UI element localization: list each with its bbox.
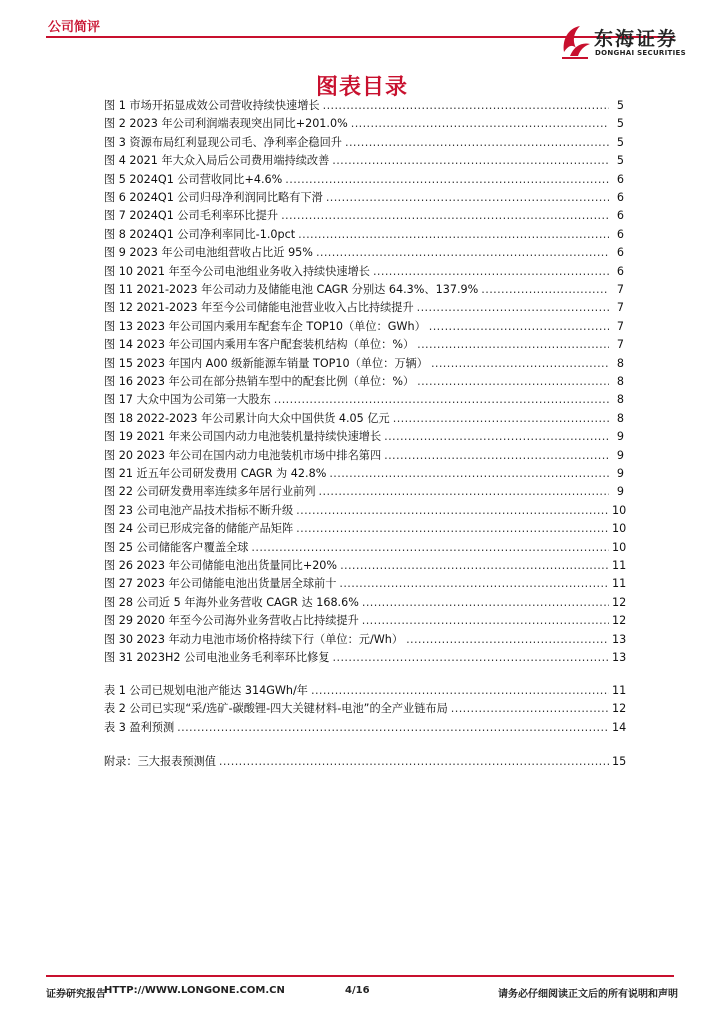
toc-entry-leader [316,245,609,260]
toc-entry[interactable] [104,135,624,150]
toc-entry-label: 表 3 盈利预测 [104,720,175,734]
toc-entry-label: 图 3 资源布局红利显现公司毛、净利率企稳回升 [104,135,342,149]
toc-entry-leader [373,264,609,279]
toc-entry-label: 图 18 2022-2023 年公司累计向大众中国供货 4.05 亿元 [104,411,390,425]
toc-entry-leader [362,595,609,610]
toc-entry-page: 12 [612,614,627,628]
toc-entry-label: 图 1 市场开拓显成效公司营收持续快速增长 [104,99,320,112]
toc-entry[interactable] [104,98,624,113]
toc-entry-label: 图 25 公司储能客户覆盖全球 [104,540,249,554]
toc-entry-page: 7 [616,319,624,333]
toc-entry-page: 9 [616,448,624,462]
toc-entry-page: 7 [616,283,624,296]
toc-entry-page: 12 [612,702,627,716]
toc-entry-label: 附录：三大报表预测值 [104,755,216,768]
toc-entry[interactable] [104,448,624,463]
toc-entry-label: 图 24 公司已形成完备的储能产品矩阵 [104,522,294,536]
toc-entry-leader [406,632,609,647]
toc-entry-page: 9 [616,467,624,480]
toc-entry-label: 图 8 2024Q1 公司净利率同比-1.0pct [104,227,296,241]
toc-entry[interactable] [104,683,627,698]
toc-entry-label: 图 13 2023 年公司国内乘用车配套车企 TOP10（单位：GWh） [104,319,426,333]
toc-entry-label: 图 16 2023 年公司在部分热销车型中的配套比例（单位：%） [104,375,415,388]
toc-entry-label: 图 28 公司近 5 年海外业务营收 CAGR 达 168.6% [104,595,359,609]
toc-entry-label: 表 2 公司已实现“采/选矿-碳酸锂-四大关键材料-电池”的全产业链布局 [104,702,448,716]
toc-entry[interactable] [104,282,624,297]
toc-entry-page: 5 [616,99,624,112]
toc-entry[interactable] [104,429,624,444]
toc-entry[interactable] [104,264,624,279]
toc-entry[interactable] [104,521,627,536]
header-tag: 公司简评 [48,20,101,35]
toc-entry-page: 15 [612,755,627,768]
toc-entry[interactable] [104,540,627,555]
toc-entry-label: 表 1 公司已规划电池产能达 314GWh/年 [104,684,308,697]
toc-entry[interactable] [104,466,624,481]
toc-entry-label: 图 21 近五年公司研发费用 CAGR 为 42.8% [104,467,327,480]
footer-page-number: 4/16 [345,985,370,996]
footer-report-type: 证券研究报告 [46,989,106,1000]
toc-entry-leader [329,466,609,481]
toc-entry-page: 11 [612,577,627,591]
toc-entry-label: 图 4 2021 年大众入局后公司费用端持续改善 [104,154,330,168]
logo-emblem-icon [560,22,592,60]
toc-entry-label: 图 29 2020 年至今公司海外业务营收占比持续提升 [104,614,359,628]
toc-entry-leader [285,172,609,187]
toc-entry-leader [177,720,609,735]
toc-entry-leader [417,374,609,389]
toc-entry-leader [340,558,609,573]
toc-entry-leader [274,392,609,407]
toc-entry[interactable] [104,503,627,518]
footer-rule [46,975,674,977]
toc-entry-label: 图 15 2023 年国内 A00 级新能源车销量 TOP10（单位：万辆） [104,356,428,370]
toc-entry-page: 13 [612,632,627,646]
toc-entry-leader [333,650,609,665]
toc-entry[interactable] [104,650,627,665]
toc-entry-leader [296,521,609,536]
toc-entry[interactable] [104,392,624,407]
toc-entry-leader [451,701,609,716]
logo-name-cn: 东海证券 [594,28,679,50]
toc-entry-label: 图 10 2021 年至今公司电池组业务收入持续快速增长 [104,264,370,278]
toc-entry-page: 8 [616,393,624,407]
toc-entry-leader [431,356,609,371]
toc-entry-label: 图 31 2023H2 公司电池业务毛利率环比修复 [104,651,330,664]
toc-entry[interactable] [104,720,627,735]
toc-entry-label: 图 2 2023 年公司利润端表现突出同比+201.0% [104,117,348,131]
toc-entry-leader [417,337,609,352]
toc-entry-page: 8 [616,375,624,388]
toc-entry-page: 11 [612,684,627,697]
toc-entry[interactable] [104,632,627,647]
toc-entry-label: 图 30 2023 年动力电池市场价格持续下行（单位：元/Wh） [104,632,404,646]
toc-entry[interactable] [104,576,627,591]
toc-entry[interactable] [104,484,624,499]
toc-entry-page: 12 [612,595,627,609]
toc-entry-page: 10 [612,540,627,554]
toc-entry-page: 8 [616,356,624,370]
toc-entry-label: 图 11 2021-2023 年公司动力及储能电池 CAGR 分别达 64.3%、137.9% [104,283,479,296]
toc-entry-page: 10 [612,503,627,517]
toc-entry-leader [311,683,609,698]
toc-entry-page: 7 [616,301,624,315]
toc-entry[interactable] [104,374,624,389]
toc-entry-leader [251,540,609,555]
toc-entry-leader [323,98,609,113]
toc-entry[interactable] [104,190,624,205]
toc-entry-page: 10 [612,522,627,536]
toc-entry-leader [345,135,609,150]
toc-entry-leader [481,282,609,297]
toc-entry-label: 图 22 公司研发费用率连续多年居行业前列 [104,485,316,499]
toc-entry[interactable] [104,558,627,573]
toc-entry-leader [384,448,609,463]
toc-entry[interactable] [104,337,624,352]
toc-entry[interactable] [104,227,624,242]
toc-entry[interactable] [104,319,624,334]
toc-entry-page: 5 [616,154,624,168]
toc-entry-page: 5 [616,135,624,149]
toc-entry-label: 图 6 2024Q1 公司归母净利润同比略有下滑 [104,191,323,204]
toc-entry-page: 5 [616,117,624,131]
toc-entry-page: 14 [612,720,627,734]
toc-entry-page: 8 [616,411,624,425]
toc-entry-leader [384,429,609,444]
toc-entry[interactable] [104,613,627,628]
toc-entry-leader [281,208,609,223]
toc-entry-page: 9 [616,430,624,444]
toc-entry-page: 6 [616,246,624,260]
toc-entry-leader [393,411,609,426]
toc-entry[interactable] [104,595,627,610]
toc-entry-page: 9 [616,485,624,499]
toc-entry[interactable] [104,245,624,260]
toc-entry-page: 11 [612,559,627,572]
logo-name-en: DONGHAI SECURITIES [595,49,686,57]
toc-entry-page: 6 [616,191,624,204]
toc-entry-label: 图 14 2023 年公司国内乘用车客户配套装机结构（单位：%） [104,338,415,352]
toc-entry-leader [362,613,609,628]
toc-entry[interactable] [104,153,624,168]
toc-entry-page: 6 [616,264,624,278]
toc-entry[interactable] [104,754,627,769]
toc-entry-leader [417,300,609,315]
toc-entry[interactable] [104,411,624,426]
toc-entry-leader [298,227,609,242]
toc-entry-page: 6 [616,227,624,241]
toc-entry-label: 图 12 2021-2023 年至今公司储能电池营业收入占比持续提升 [104,301,414,315]
toc-entry-leader [332,153,609,168]
toc-entry-leader [351,116,609,131]
toc-entry[interactable] [104,356,624,371]
toc-entry-label: 图 5 2024Q1 公司营收同比+4.6% [104,172,283,186]
toc-entry-label: 图 19 2021 年来公司国内动力电池装机量持续快速增长 [104,430,382,444]
toc-entry-label: 图 20 2023 年公司在国内动力电池装机市场中排名第四 [104,448,382,462]
toc-entry[interactable] [104,300,624,315]
toc-entry-page: 6 [616,172,624,186]
toc-entry-label: 图 23 公司电池产品技术指标不断升级 [104,503,294,517]
toc-entry-page: 6 [616,209,624,223]
toc-entry[interactable] [104,172,624,187]
toc-entry-label: 图 26 2023 年公司储能电池出货量同比+20% [104,559,338,572]
toc-entry-page: 13 [612,651,627,664]
toc-entry-leader [429,319,609,334]
toc-entry-leader [339,576,609,591]
footer-disclaimer: 请务必仔细阅读正文后的所有说明和声明 [498,989,678,1000]
company-logo [560,22,686,62]
toc-entry-label: 图 9 2023 年公司电池组营收占比近 95% [104,246,313,260]
toc-entry[interactable] [104,208,624,223]
toc-entry[interactable] [104,701,627,716]
toc-entry-label: 图 17 大众中国为公司第一大股东 [104,393,271,407]
toc-entry-leader [319,484,609,499]
toc-entry-label: 图 7 2024Q1 公司毛利率环比提升 [104,209,279,223]
toc-title: 图表目录 [315,75,408,100]
toc-entry-leader [326,190,609,205]
toc-entry-label: 图 27 2023 年公司储能电池出货量居全球前十 [104,577,337,591]
toc-entry-leader [296,503,609,518]
toc-entry-leader [219,754,609,769]
footer-website-link[interactable]: HTTP://WWW.LONGONE.COM.CN [104,985,285,996]
toc-entry-page: 7 [616,338,624,352]
toc-entry[interactable] [104,116,624,131]
